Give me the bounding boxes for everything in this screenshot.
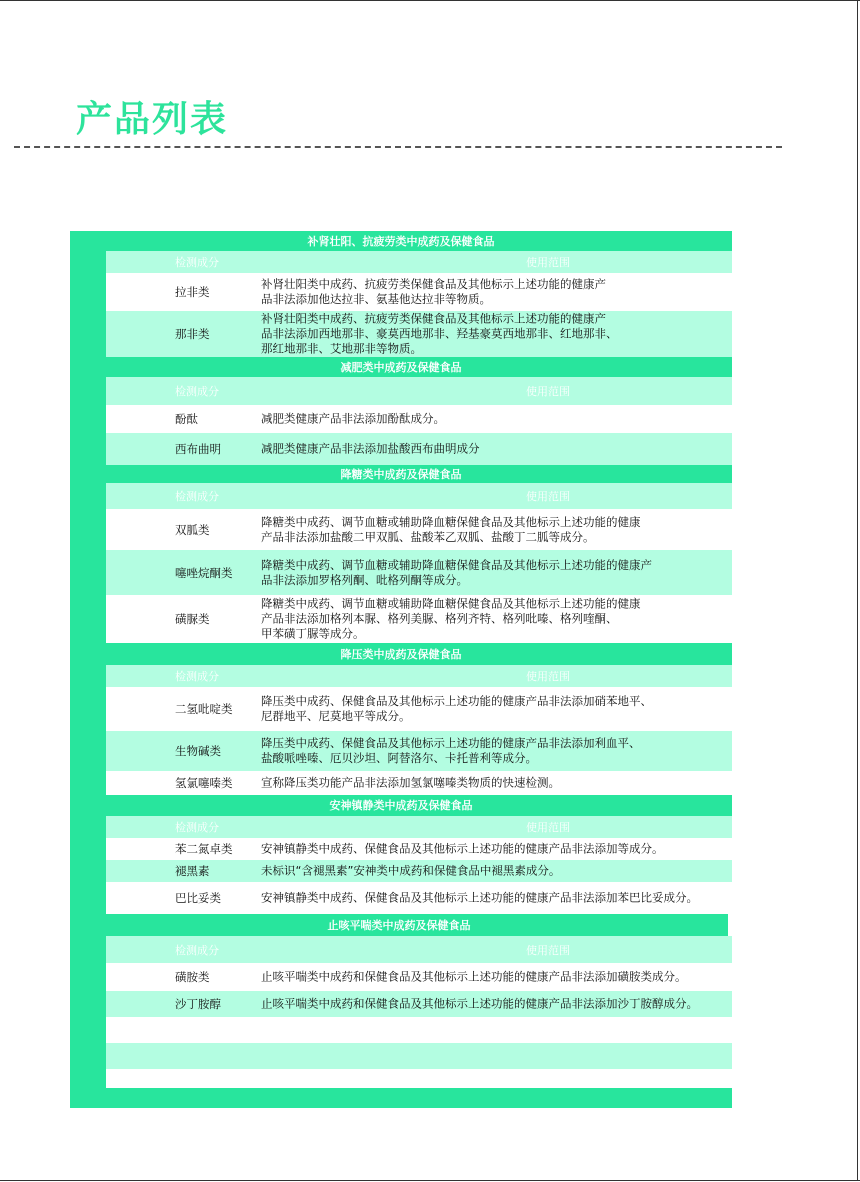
- component-cell: 沙丁胺醇: [175, 997, 221, 1011]
- table-row: [106, 860, 732, 882]
- component-cell: 酚酞: [175, 412, 198, 426]
- scope-line: 产品非法添加格列本脲、格列美脲、格列齐特、格列吡嗪、格列喹酮、: [261, 611, 618, 626]
- component-cell: 噻唑烷酮类: [175, 565, 233, 580]
- product-table: [70, 231, 732, 1108]
- section-title: 止咳平喘类中成药及保健食品: [70, 914, 728, 936]
- table-row: [106, 991, 732, 1017]
- scope-line: 品非法添加西地那非、豪莫西地那非、羟基豪莫西地那非、红地那非、: [261, 326, 618, 341]
- component-cell: 褪黑素: [175, 864, 210, 878]
- scope-cell: [261, 694, 728, 724]
- scope-line: 盐酸哌唑嗪、厄贝沙坦、阿替洛尔、卡托普利等成分。: [261, 751, 537, 765]
- column-header-row: [106, 816, 732, 838]
- scope-line: 降压类中成药、保健食品及其他标示上述功能的健康产品非法添加利血平、: [261, 736, 641, 750]
- table-row: [106, 433, 732, 465]
- section-title: 降糖类中成药及保健食品: [70, 465, 732, 483]
- table-row: [106, 882, 732, 914]
- scope-cell: [261, 412, 728, 427]
- scope-cell: [261, 558, 728, 588]
- column-header-row: [106, 377, 732, 405]
- column-header-row: [106, 665, 732, 687]
- scope-line: 补肾壮阳类中成药、抗疲劳类保健食品及其他标示上述功能的健康产: [261, 277, 606, 291]
- column-header-component: 检测成分: [175, 670, 219, 683]
- scope-line: 产品非法添加盐酸二甲双胍、盐酸苯乙双胍、盐酸丁二胍等成分。: [261, 529, 595, 544]
- column-header-row: [106, 251, 732, 273]
- empty-row: [106, 1069, 732, 1088]
- page-border-top: [0, 0, 860, 1]
- scope-cell: [261, 997, 728, 1012]
- scope-line: 品非法添加罗格列酮、吡格列酮等成分。: [261, 572, 468, 587]
- scope-line: 安神镇静类中成药、保健食品及其他标示上述功能的健康产品非法添加等成分。: [261, 841, 664, 856]
- scope-line: 降压类中成药、保健食品及其他标示上述功能的健康产品非法添加硝苯地平、: [261, 694, 652, 708]
- table-row: [106, 838, 732, 860]
- scope-cell: [261, 776, 728, 791]
- scope-line: 未标识“含褪黑素”安神类中成药和保健食品中褪黑素成分。: [261, 863, 561, 878]
- table-row: [106, 731, 732, 771]
- scope-line: 止咳平喘类中成药和保健食品及其他标示上述功能的健康产品非法添加沙丁胺醇成分。: [261, 996, 698, 1011]
- section-title: 减肥类中成药及保健食品: [70, 357, 732, 377]
- page-title: 产品列表: [76, 99, 229, 140]
- scope-line: 减肥类健康产品非法添加盐酸西布曲明成分: [261, 441, 480, 456]
- scope-cell: [261, 864, 728, 879]
- scope-line: 补肾壮阳类中成药、抗疲劳类保健食品及其他标示上述功能的健康产: [261, 311, 606, 326]
- scope-cell: [261, 970, 728, 985]
- scope-cell: [261, 312, 728, 357]
- scope-line: 宣称降压类功能产品非法添加氢氯噻嗪类物质的快速检测。: [261, 775, 560, 790]
- scope-line: 减肥类健康产品非法添加酚酞成分。: [261, 411, 445, 426]
- scope-cell: [261, 891, 728, 906]
- column-header-row: [106, 936, 732, 963]
- section-title: 降压类中成药及保健食品: [70, 643, 732, 665]
- empty-row: [106, 1017, 732, 1043]
- scope-line: 降糖类中成药、调节血糖或辅助降血糖保健食品及其他标示上述功能的健康: [261, 596, 641, 611]
- table-row: [106, 405, 732, 433]
- title-divider: [14, 146, 782, 148]
- table-row: [106, 273, 732, 311]
- column-header-component: 检测成分: [175, 821, 219, 834]
- scope-line: 降糖类中成药、调节血糖或辅助降血糖保健食品及其他标示上述功能的健康产: [261, 557, 652, 572]
- scope-cell: [261, 442, 728, 457]
- column-header-component: 检测成分: [175, 256, 219, 269]
- table-row: [106, 550, 732, 595]
- component-cell: 拉非类: [175, 285, 210, 299]
- table-row: [106, 687, 732, 731]
- column-header-component: 检测成分: [175, 490, 219, 503]
- scope-line: 甲苯磺丁脲等成分。: [261, 626, 365, 641]
- table-row: [106, 311, 732, 357]
- column-header-scope: 使用范围: [526, 490, 570, 503]
- column-header-scope: 使用范围: [526, 256, 570, 269]
- scope-cell: [261, 515, 728, 545]
- table-row: [106, 771, 732, 795]
- column-header-scope: 使用范围: [526, 943, 570, 957]
- component-cell: 二氢吡啶类: [175, 702, 233, 716]
- section-title: 安神镇静类中成药及保健食品: [70, 795, 732, 816]
- table-row: [106, 509, 732, 550]
- scope-cell: [261, 736, 728, 766]
- component-cell: 那非类: [175, 327, 210, 341]
- component-cell: 氢氯噻嗪类: [175, 776, 233, 790]
- column-header-scope: 使用范围: [526, 385, 570, 398]
- component-cell: 双胍类: [175, 522, 210, 537]
- scope-line: 尼群地平、尼莫地平等成分。: [261, 709, 411, 723]
- empty-row: [106, 1043, 732, 1069]
- column-header-scope: 使用范围: [526, 821, 570, 834]
- column-header-row: [106, 483, 732, 509]
- scope-cell: [261, 842, 728, 857]
- scope-cell: [261, 277, 728, 307]
- table-row: [106, 595, 732, 643]
- column-header-component: 检测成分: [175, 385, 219, 398]
- section-title: 补肾壮阳、抗疲劳类中成药及保健食品: [70, 231, 732, 251]
- scope-line: 那红地那非、艾地那非等物质。: [261, 341, 422, 356]
- scope-line: 安神镇静类中成药、保健食品及其他标示上述功能的健康产品非法添加苯巴比妥成分。: [261, 890, 698, 905]
- scope-line: 止咳平喘类中成药和保健食品及其他标示上述功能的健康产品非法添加磺胺类成分。: [261, 969, 687, 984]
- component-cell: 苯二氮卓类: [175, 842, 233, 856]
- component-cell: 磺脲类: [175, 612, 210, 626]
- column-header-component: 检测成分: [175, 943, 219, 957]
- column-header-scope: 使用范围: [526, 670, 570, 683]
- component-cell: 巴比妥类: [175, 891, 221, 905]
- page-border-bottom: [0, 1180, 860, 1181]
- page-border-right: [857, 0, 858, 1180]
- scope-line: 品非法添加他达拉非、氨基他达拉非等物质。: [261, 292, 491, 306]
- scope-line: 降糖类中成药、调节血糖或辅助降血糖保健食品及其他标示上述功能的健康: [261, 514, 641, 529]
- component-cell: 生物碱类: [175, 744, 221, 758]
- scope-cell: [261, 597, 728, 642]
- component-cell: 西布曲明: [175, 442, 221, 456]
- table-row: [106, 963, 732, 991]
- component-cell: 磺胺类: [175, 970, 210, 984]
